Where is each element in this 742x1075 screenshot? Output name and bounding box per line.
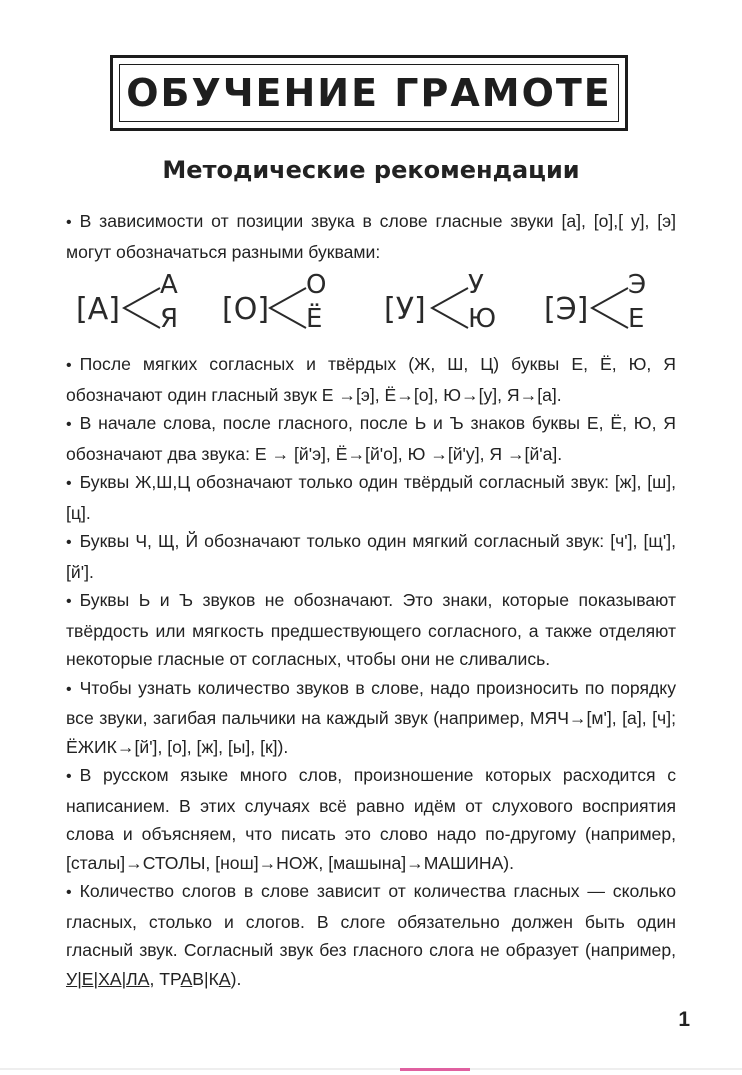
scheme-u	[384, 268, 524, 338]
branch-icon	[590, 286, 630, 330]
scheme-letter-top: О	[306, 270, 327, 300]
rule-item	[66, 761, 676, 877]
rule-text: Количество слогов в слове зависит от количества гласных — сколько гласных, столько и слогов. В слоге обязательно должен быть один гласный звук. Согласный звук без гласного слога не образует (например,	[66, 881, 676, 960]
scheme-sound: [О]	[222, 292, 270, 327]
page-bottom-edge	[0, 1068, 742, 1070]
branch-icon	[122, 286, 162, 330]
rule-text: В русском языке много слов, произношение которых расходится с написанием. В этих случаях всё равно идём от слухового восприятия слова и объясняем, что писать это слово надо по-другому (например, [сталы]→СТОЛЫ, [нош]→НОЖ, [машына]→МАШИНА).	[66, 765, 676, 873]
rule-text: Буквы Ч, Щ, Й обозначают только один мягкий согласный звук: [ч'], [щ'], [й'].	[66, 531, 676, 582]
example-syllable: ХА	[98, 968, 122, 989]
syllable-separator: |	[93, 968, 99, 989]
scheme-sound: [А]	[76, 292, 120, 327]
example-vowel: А	[180, 968, 193, 989]
bullet-icon: •	[66, 357, 72, 374]
rule-text: После мягких согласных и твёрдых (Ж, Ш, Ц) буквы Е, Ё, Ю, Я обозначают один гласный звук Е →[э], Ё→[о], Ю→[у], Я→[а].	[66, 354, 676, 405]
bullet-icon: •	[66, 884, 72, 901]
scheme-letter-bottom: Ю	[468, 304, 497, 334]
scheme-letter-top: А	[160, 270, 178, 300]
example-end: ).	[230, 968, 242, 989]
branch-icon	[430, 286, 470, 330]
bullet-icon: •	[66, 416, 72, 433]
rule-item	[66, 409, 676, 468]
page-number: 1	[678, 1008, 690, 1031]
scheme-letter-bottom: Е	[628, 304, 645, 334]
scheme-e	[544, 268, 684, 338]
rule-item	[66, 877, 676, 993]
title-frame	[110, 55, 628, 131]
syllable-separator: |	[77, 968, 82, 989]
scheme-letter-top: Э	[628, 270, 647, 300]
bullet-icon: •	[66, 680, 72, 698]
scheme-letter-bottom: Ё	[306, 304, 323, 334]
title-inner-frame	[119, 64, 619, 122]
bullet-icon: •	[66, 534, 72, 551]
section-subtitle: Методические рекомендации	[162, 156, 580, 184]
example-part: В	[192, 968, 205, 989]
bullet-icon: •	[66, 475, 72, 492]
rule-item	[66, 586, 676, 674]
scheme-letter-top: У	[468, 270, 484, 300]
syllable-separator: |	[204, 968, 209, 989]
rule-item	[66, 674, 676, 762]
scheme-o	[222, 268, 362, 338]
bullet-icon: •	[66, 768, 72, 785]
page-title: ОБУЧЕНИЕ ГРАМОТЕ	[126, 71, 612, 115]
example-comma: ,	[149, 968, 155, 989]
rule-text: Буквы Ж,Ш,Ц обозначают только один твёрдый согласный звук: [ж], [ш], [ц].	[66, 472, 676, 523]
rule-item	[66, 350, 676, 409]
example-part: К	[208, 968, 219, 989]
rule-text: Чтобы узнать количество звуков в слове, надо произносить по порядку все звуки, загибая пальчики на каждый звук (например, МЯЧ→[м'], [а], [ч]; ЁЖИК→[й'], [о], [ж], [ы], [к]).	[66, 677, 676, 757]
example-part: ТР	[159, 968, 181, 989]
bullet-icon: •	[66, 593, 72, 610]
rules-list	[66, 350, 676, 993]
example-syllable: ЛА	[126, 968, 150, 989]
branch-icon	[268, 286, 308, 330]
rule-text: В начале слова, после гласного, после Ь и Ъ знаков буквы Е, Ё, Ю, Я обозначают два звука: Е → [й'э], Ё→[й'о], Ю →[й'у], Я →[й'а].	[66, 413, 676, 464]
scheme-sound: [Э]	[544, 292, 589, 327]
rule-text: Буквы Ь и Ъ звуков не обозначают. Это знаки, которые показывают твёрдость или мягкость предшествующего согласного, а также отделяют некоторые гласные от согласных, чтобы они не сливались.	[66, 590, 676, 669]
intro-text: В зависимости от позиции звука в слове гласные звуки [а], [о],[ у], [э] могут обозначаться разными буквами:	[66, 211, 676, 262]
example-syllable: Е	[81, 968, 94, 989]
example-vowel: А	[218, 968, 231, 989]
rule-item	[66, 527, 676, 586]
page-bottom-mark	[400, 1068, 470, 1071]
vowel-schemes	[0, 268, 742, 338]
example-syllable: У	[66, 968, 78, 989]
intro-paragraph	[66, 207, 676, 266]
scheme-letter-bottom: Я	[160, 304, 179, 334]
rule-item	[66, 468, 676, 527]
scheme-sound: [У]	[384, 292, 426, 327]
scheme-a	[76, 268, 216, 338]
bullet-icon: •	[66, 214, 72, 231]
syllable-separator: |	[121, 968, 127, 989]
